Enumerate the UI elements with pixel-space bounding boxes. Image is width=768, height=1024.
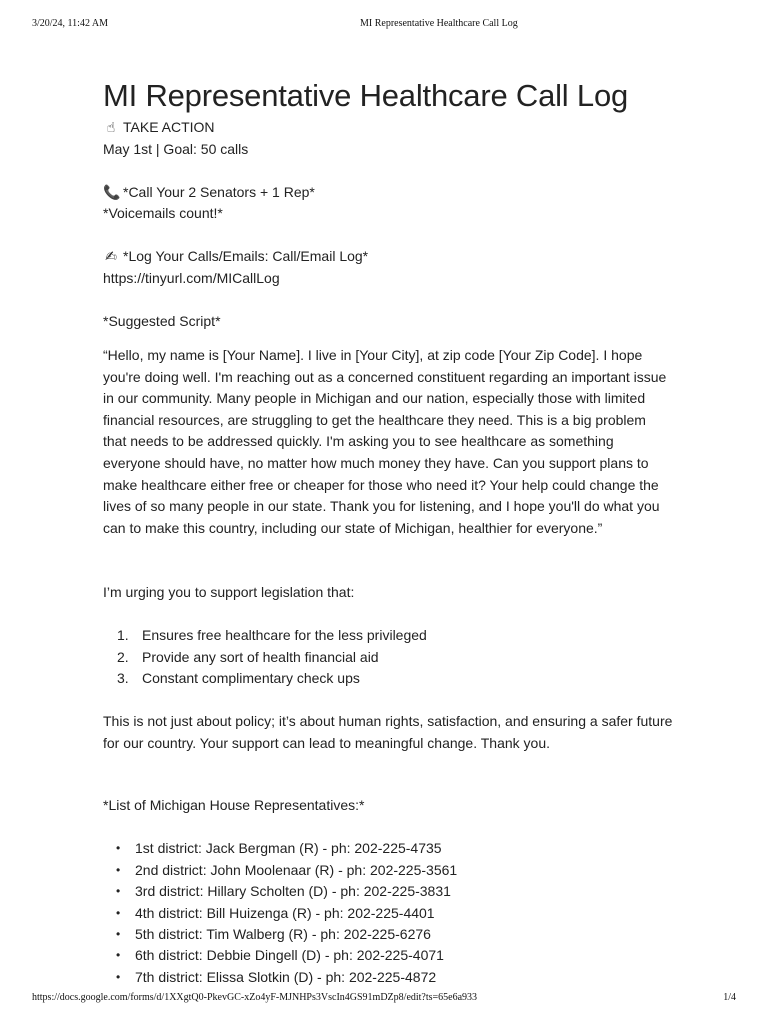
list-item [103, 945, 673, 966]
pointing-finger-icon: ☝ [106, 119, 116, 135]
take-action-text: TAKE ACTION [123, 119, 215, 135]
representatives-list [103, 838, 673, 988]
bullet-icon: • [116, 926, 121, 941]
list-item [103, 967, 673, 988]
print-header [32, 18, 736, 32]
spacer [103, 539, 673, 582]
spacer [103, 332, 673, 345]
print-footer [32, 992, 736, 1006]
print-url: https://docs.google.com/forms/d/1XXgtQ0-PkevGC-xZo4yF-MJNHPs3VscIn4GS91mDZp8/edit?ts=65e6a933 [32, 992, 478, 1003]
rep-text: 5th district: Tim Walberg (R) - ph: 202-225-6276 [135, 925, 431, 942]
rep-text: 6th district: Debbie Dingell (D) - ph: 202-225-4071 [135, 947, 444, 964]
writing-hand-icon: ✍ [105, 248, 117, 264]
list-number: 3. [117, 670, 129, 687]
bullet-icon: • [116, 884, 121, 899]
spacer [103, 604, 673, 626]
list-item [103, 881, 673, 902]
bullet-icon: • [116, 862, 121, 877]
log-line [103, 246, 673, 268]
bullet-icon: • [116, 841, 121, 856]
call-line [103, 182, 673, 204]
rep-text: 4th district: Bill Huizenga (R) - ph: 202-225-4401 [135, 904, 435, 921]
script-body: “Hello, my name is [Your Name]. I live in [Your City], at zip code [Your Zip Code]. I hope you're doing well. I'm reaching out as a concerned constituent regarding an important issue in our community. Many people in Michigan and our nation, especially those with limited financial resources, are struggling to get the healthcare they need. This is a big problem that needs to be addressed quickly. I'm asking you to see healthcare as something everyone should have, no matter how much money they have. Can you support plans to make healthcare either free or cheaper for those who need it? Your help could change the lives of so many people in our state. Thank you for listening, and I hope you'll do what you can to make this country, including our state of Michigan, healthier for everyone.” [103, 347, 667, 536]
bullet-icon: • [116, 905, 121, 920]
list-item [103, 647, 673, 669]
list-item [103, 860, 673, 881]
print-timestamp: 3/20/24, 11:42 AM [32, 18, 109, 29]
spacer [103, 289, 673, 311]
reps-heading: *List of Michigan House Representatives:* [103, 797, 365, 814]
urging-line: I’m urging you to support legislation that: [103, 584, 355, 601]
spacer [103, 817, 673, 839]
script-heading: *Suggested Script* [103, 312, 221, 329]
rep-text: 3rd district: Hillary Scholten (D) - ph: 202-225-3831 [135, 883, 451, 900]
spacer [103, 754, 673, 795]
rep-text: 7th district: Elissa Slotkin (D) - ph: 202-225-4872 [135, 968, 437, 985]
spacer [103, 690, 673, 712]
document-body [103, 78, 673, 988]
list-number: 1. [117, 627, 129, 644]
rep-text: 2nd district: John Moolenaar (R) - ph: 202-225-3561 [135, 861, 458, 878]
list-item-text: Provide any sort of health financial aid [142, 648, 379, 665]
log-url: https://tinyurl.com/MICallLog [103, 269, 280, 286]
page-title: MI Representative Healthcare Call Log [103, 78, 629, 113]
list-item [103, 903, 673, 924]
phone-icon: 📞 [103, 183, 121, 200]
voicemails-line: *Voicemails count!* [103, 205, 223, 221]
list-item-text: Constant complimentary check ups [142, 670, 360, 687]
list-item [103, 924, 673, 945]
page-number: 1/4 [723, 992, 736, 1003]
goal-line: May 1st | Goal: 50 calls [103, 140, 249, 157]
take-action-line [103, 117, 673, 139]
bullet-icon: • [116, 969, 121, 984]
bullet-icon: • [116, 948, 121, 963]
print-doc-title: MI Representative Healthcare Call Log [360, 18, 518, 29]
closing-paragraph: This is not just about policy; it’s about human rights, satisfaction, and ensuring a safer future for our country. Your support can lead to meaningful change. Thank you. [103, 713, 673, 751]
spacer [103, 160, 673, 182]
list-item-text: Ensures free healthcare for the less privileged [142, 627, 427, 644]
list-number: 2. [117, 648, 129, 665]
log-text: *Log Your Calls/Emails: Call/Email Log* [123, 248, 369, 264]
list-item [103, 668, 673, 690]
spacer [103, 225, 673, 247]
legislation-list [103, 625, 673, 690]
rep-text: 1st district: Jack Bergman (R) - ph: 202-225-4735 [135, 840, 442, 857]
list-item [103, 838, 673, 859]
list-item [103, 625, 673, 647]
call-text: *Call Your 2 Senators + 1 Rep* [123, 183, 315, 200]
